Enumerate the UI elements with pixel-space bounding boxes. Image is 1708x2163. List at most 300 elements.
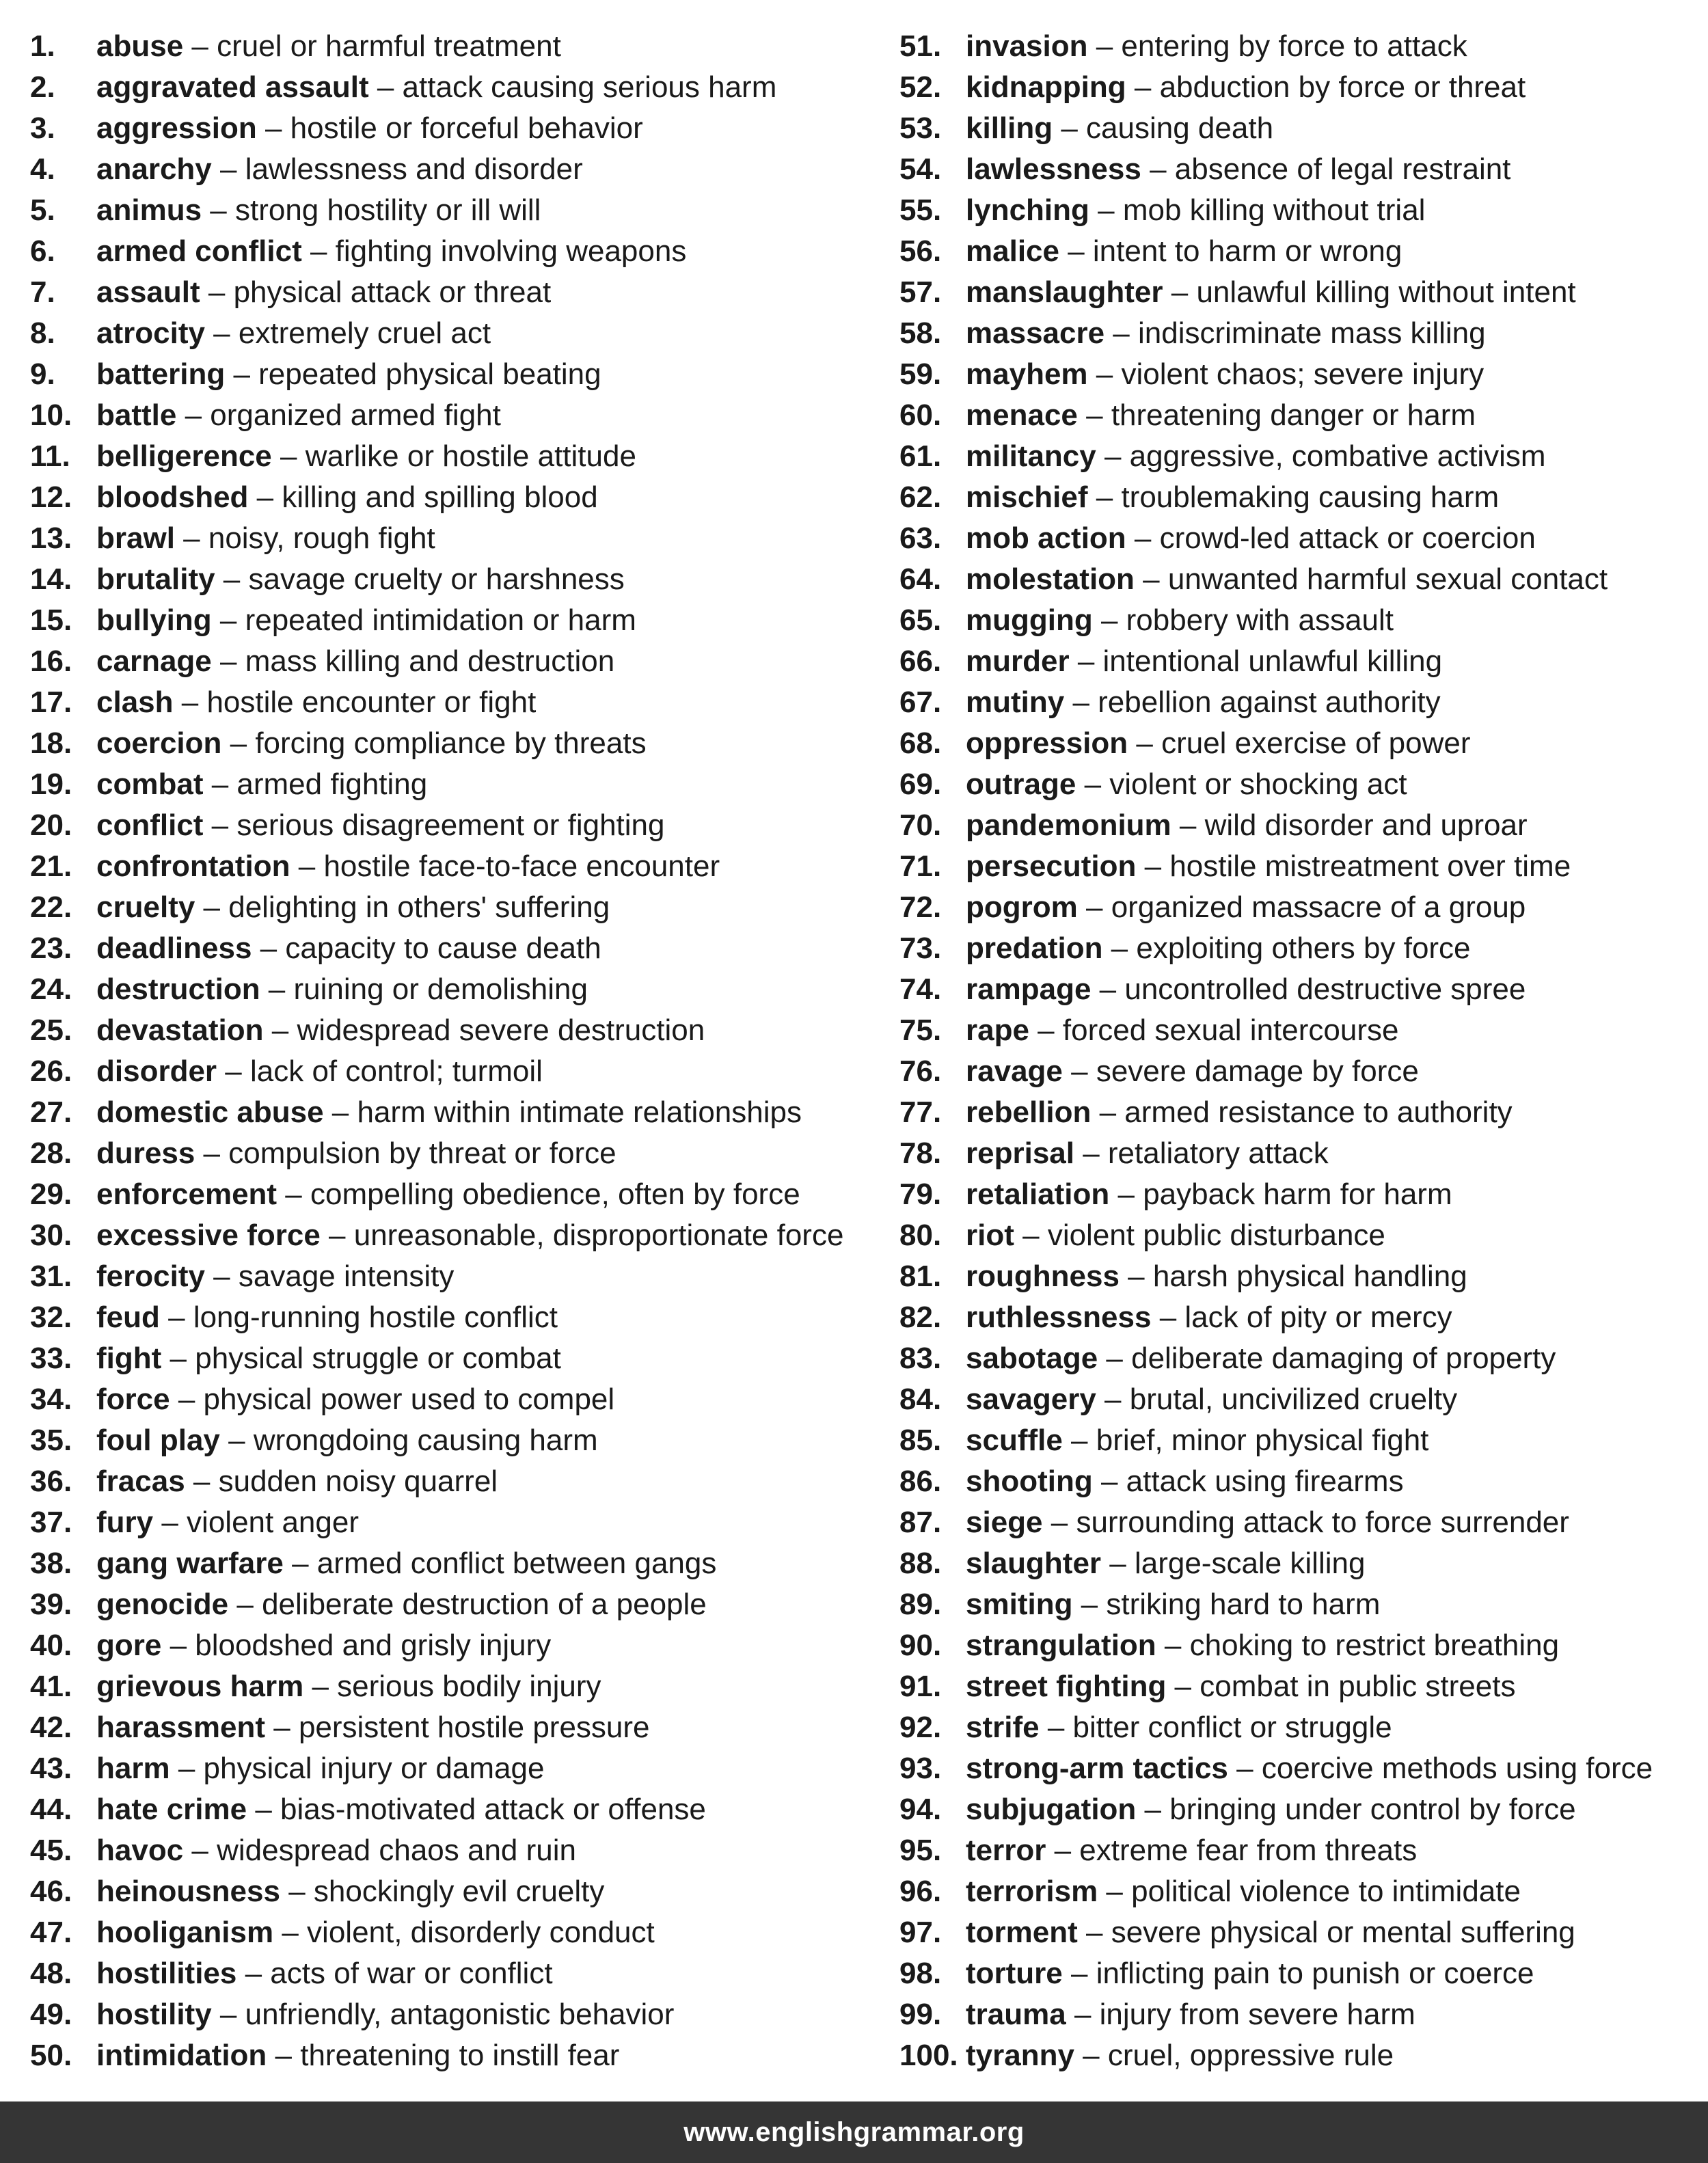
item-separator: – <box>1062 1424 1096 1457</box>
item-term: fracas <box>96 1465 185 1498</box>
list-item <box>899 26 1706 67</box>
list-item <box>899 764 1706 805</box>
item-number: 99. <box>899 1998 942 2031</box>
list-item <box>30 149 864 190</box>
item-term: mob action <box>966 521 1126 555</box>
item-term: smiting <box>966 1588 1073 1621</box>
item-term: deadliness <box>96 931 252 965</box>
item-term: gang warfare <box>96 1547 284 1580</box>
item-separator: – <box>1136 849 1170 883</box>
item-separator: – <box>203 767 237 801</box>
item-term: animus <box>96 193 202 227</box>
item-definition: intentional unlawful killing <box>1102 644 1443 678</box>
item-definition: delighting in others' suffering <box>228 890 610 924</box>
item-term: bloodshed <box>96 480 249 514</box>
item-separator: – <box>1091 1096 1125 1129</box>
item-definition: combat in public streets <box>1199 1670 1516 1703</box>
item-definition: compulsion by threat or force <box>228 1137 616 1170</box>
item-number: 58. <box>899 316 942 350</box>
item-number: 21. <box>30 849 72 883</box>
item-definition: hostile encounter or fight <box>206 685 537 719</box>
item-definition: aggressive, combative activism <box>1129 439 1546 473</box>
list-item <box>30 764 864 805</box>
list-item <box>899 1871 1706 1912</box>
item-number: 44. <box>30 1793 72 1826</box>
item-definition: exploiting others by force <box>1136 931 1471 965</box>
item-separator: – <box>263 1014 297 1047</box>
item-separator: – <box>247 1793 281 1826</box>
list-item <box>30 1379 864 1420</box>
item-definition: mass killing and destruction <box>245 644 615 678</box>
item-term: ruthlessness <box>966 1301 1152 1334</box>
item-separator: – <box>204 316 239 350</box>
item-separator: – <box>368 70 403 104</box>
item-separator: – <box>183 29 217 63</box>
item-definition: unreasonable, disproportionate force <box>353 1219 844 1252</box>
item-definition: abduction by force or threat <box>1159 70 1526 104</box>
item-definition: sudden noisy quarrel <box>218 1465 498 1498</box>
item-separator: – <box>1087 357 1122 391</box>
item-separator: – <box>1087 480 1122 514</box>
item-definition: political violence to intimidate <box>1131 1875 1521 1908</box>
item-term: sabotage <box>966 1342 1098 1375</box>
item-definition: threatening to instill fear <box>300 2039 620 2072</box>
item-term: clash <box>96 685 174 719</box>
item-definition: large-scale killing <box>1134 1547 1366 1580</box>
item-term: mayhem <box>966 357 1088 391</box>
item-term: malice <box>966 234 1059 268</box>
item-term: mugging <box>966 603 1093 637</box>
item-term: mischief <box>966 480 1088 514</box>
item-separator: – <box>211 603 245 637</box>
item-term: pandemonium <box>966 808 1171 842</box>
item-number: 51. <box>899 29 942 63</box>
item-definition: unlawful killing without intent <box>1196 275 1576 309</box>
item-term: assault <box>96 275 200 309</box>
item-definition: bringing under control by force <box>1169 1793 1576 1826</box>
item-number: 10. <box>30 398 72 432</box>
list-item <box>899 1297 1706 1338</box>
list-item <box>899 887 1706 928</box>
item-definition: wrongdoing causing harm <box>253 1424 598 1457</box>
item-number: 6. <box>30 234 55 268</box>
item-number: 65. <box>899 603 942 637</box>
item-number: 55. <box>899 193 942 227</box>
item-number: 40. <box>30 1629 72 1662</box>
item-definition: cruel or harmful treatment <box>217 29 561 63</box>
item-number: 53. <box>899 111 942 145</box>
item-definition: bias-motivated attack or offense <box>280 1793 706 1826</box>
list-item <box>899 1748 1706 1789</box>
item-separator: – <box>217 1055 250 1088</box>
list-item <box>30 1215 864 1256</box>
item-definition: hostile mistreatment over time <box>1169 849 1571 883</box>
item-term: menace <box>966 398 1078 432</box>
item-number: 70. <box>899 808 942 842</box>
item-separator: – <box>161 1629 195 1662</box>
item-term: hate crime <box>96 1793 247 1826</box>
item-term: ravage <box>966 1055 1063 1088</box>
item-separator: – <box>1119 1260 1153 1293</box>
item-separator: – <box>1126 521 1160 555</box>
item-term: retaliation <box>966 1178 1110 1211</box>
list-item <box>899 2035 1706 2076</box>
item-term: pogrom <box>966 890 1078 924</box>
item-separator: – <box>1156 1629 1190 1662</box>
item-number: 4. <box>30 152 55 186</box>
item-separator: – <box>1134 562 1168 596</box>
list-item <box>30 313 864 354</box>
item-term: terrorism <box>966 1875 1098 1908</box>
list-item <box>899 518 1706 559</box>
item-separator: – <box>195 1137 229 1170</box>
item-definition: hostile face-to-face encounter <box>323 849 720 883</box>
item-definition: brief, minor physical fight <box>1096 1424 1429 1457</box>
item-definition: widespread chaos and ruin <box>217 1834 576 1867</box>
list-item <box>899 436 1706 477</box>
item-separator: – <box>1128 726 1162 760</box>
item-term: lynching <box>966 193 1089 227</box>
item-separator: – <box>1062 1055 1096 1088</box>
list-item <box>30 723 864 764</box>
item-term: riot <box>966 1219 1014 1252</box>
item-number: 88. <box>899 1547 942 1580</box>
item-term: rampage <box>966 972 1092 1006</box>
list-item <box>30 272 864 313</box>
item-definition: violent or shocking act <box>1109 767 1407 801</box>
item-separator: – <box>204 1260 239 1293</box>
list-item <box>30 1625 864 1666</box>
item-definition: armed conflict between gangs <box>316 1547 717 1580</box>
item-definition: lack of pity or mercy <box>1184 1301 1452 1334</box>
list-item <box>30 1256 864 1297</box>
item-definition: shockingly evil cruelty <box>313 1875 605 1908</box>
list-item <box>899 67 1706 108</box>
item-separator: – <box>1039 1711 1073 1744</box>
item-number: 98. <box>899 1957 942 1990</box>
item-definition: harsh physical handling <box>1152 1260 1467 1293</box>
item-term: strangulation <box>966 1629 1156 1662</box>
item-separator: – <box>1064 685 1098 719</box>
list-item <box>899 313 1706 354</box>
list-item <box>30 1707 864 1748</box>
item-term: tyranny <box>966 2039 1074 2072</box>
item-term: brawl <box>96 521 175 555</box>
list-item <box>30 1174 864 1215</box>
item-term: belligerence <box>96 439 272 473</box>
item-separator: – <box>1014 1219 1048 1252</box>
item-separator: – <box>200 275 234 309</box>
item-separator: – <box>211 152 245 186</box>
item-definition: violent chaos; severe injury <box>1121 357 1485 391</box>
list-item <box>899 846 1706 887</box>
item-number: 96. <box>899 1875 942 1908</box>
item-number: 49. <box>30 1998 72 2031</box>
item-number: 1. <box>30 29 55 63</box>
item-definition: organized armed fight <box>210 398 501 432</box>
list-item <box>899 805 1706 846</box>
item-definition: physical attack or threat <box>233 275 552 309</box>
item-separator: – <box>1077 398 1111 432</box>
item-number: 41. <box>30 1670 72 1703</box>
item-definition: violent anger <box>187 1506 359 1539</box>
item-separator: – <box>1171 808 1205 842</box>
item-term: battle <box>96 398 177 432</box>
item-separator: – <box>1072 1588 1107 1621</box>
footer-bar <box>0 2101 1708 2163</box>
item-term: strife <box>966 1711 1040 1744</box>
item-term: destruction <box>96 972 260 1006</box>
list-item <box>899 1953 1706 1994</box>
item-definition: absence of legal restraint <box>1174 152 1511 186</box>
item-separator: – <box>1092 1465 1126 1498</box>
list-item <box>899 1174 1706 1215</box>
list-item <box>899 1543 1706 1584</box>
item-separator: – <box>1074 2039 1108 2072</box>
item-definition: striking hard to harm <box>1106 1588 1381 1621</box>
item-definition: killing and spilling blood <box>282 480 598 514</box>
item-number: 63. <box>899 521 942 555</box>
item-number: 26. <box>30 1055 72 1088</box>
item-number: 11. <box>30 439 70 473</box>
item-number: 25. <box>30 1014 72 1047</box>
item-term: persecution <box>966 849 1137 883</box>
item-definition: unfriendly, antagonistic behavior <box>245 1998 675 2031</box>
item-definition: robbery with assault <box>1126 603 1394 637</box>
item-number: 95. <box>899 1834 942 1867</box>
item-number: 78. <box>899 1137 942 1170</box>
item-number: 86. <box>899 1465 942 1498</box>
item-separator: – <box>267 2039 301 2072</box>
item-term: coercion <box>96 726 222 760</box>
item-term: shooting <box>966 1465 1093 1498</box>
item-term: enforcement <box>96 1178 277 1211</box>
item-number: 100. <box>899 2039 958 2072</box>
item-definition: violent public disturbance <box>1047 1219 1385 1252</box>
item-separator: – <box>1089 193 1123 227</box>
item-definition: long-running hostile conflict <box>193 1301 558 1334</box>
item-separator: – <box>211 1998 245 2031</box>
item-number: 67. <box>899 685 942 719</box>
item-definition: payback harm for harm <box>1143 1178 1452 1211</box>
item-separator: – <box>1166 1670 1200 1703</box>
item-term: heinousness <box>96 1875 280 1908</box>
footer-website-text: www.englishgrammar.org <box>683 2117 1025 2147</box>
list-item <box>30 559 864 600</box>
item-separator: – <box>1059 234 1093 268</box>
item-separator: – <box>183 1834 217 1867</box>
item-separator: – <box>228 1588 262 1621</box>
item-definition: rebellion against authority <box>1098 685 1441 719</box>
item-separator: – <box>1042 1506 1076 1539</box>
item-separator: – <box>323 1096 357 1129</box>
item-separator: – <box>1228 1752 1262 1785</box>
item-separator: – <box>303 1670 338 1703</box>
item-definition: savage intensity <box>238 1260 455 1293</box>
list-item <box>899 1584 1706 1625</box>
item-definition: crowd-led attack or coercion <box>1159 521 1536 555</box>
item-separator: – <box>1087 29 1122 63</box>
word-list-right-column <box>899 26 1706 2076</box>
item-number: 19. <box>30 767 72 801</box>
list-item <box>899 1502 1706 1543</box>
item-term: siege <box>966 1506 1043 1539</box>
list-item <box>899 682 1706 723</box>
item-number: 3. <box>30 111 55 145</box>
item-separator: – <box>1046 1834 1080 1867</box>
item-definition: brutal, uncivilized cruelty <box>1129 1383 1458 1416</box>
item-separator: – <box>211 644 245 678</box>
item-term: scuffle <box>966 1424 1063 1457</box>
item-separator: – <box>1102 931 1137 965</box>
list-item <box>30 1338 864 1379</box>
item-definition: armed fighting <box>236 767 428 801</box>
item-separator: – <box>1109 1178 1143 1211</box>
item-number: 28. <box>30 1137 72 1170</box>
item-separator: – <box>161 1342 195 1375</box>
list-item <box>30 1666 864 1707</box>
list-item <box>899 1707 1706 1748</box>
item-number: 9. <box>30 357 55 391</box>
item-number: 8. <box>30 316 55 350</box>
item-term: slaughter <box>966 1547 1102 1580</box>
list-item <box>30 436 864 477</box>
item-number: 71. <box>899 849 942 883</box>
list-item <box>899 1256 1706 1297</box>
item-number: 50. <box>30 2039 72 2072</box>
item-separator: – <box>301 234 336 268</box>
list-item <box>899 1338 1706 1379</box>
item-term: foul play <box>96 1424 220 1457</box>
item-definition: capacity to cause death <box>285 931 601 965</box>
item-number: 13. <box>30 521 72 555</box>
item-separator: – <box>1141 152 1175 186</box>
item-number: 30. <box>30 1219 72 1252</box>
item-term: bullying <box>96 603 212 637</box>
item-term: harm <box>96 1752 170 1785</box>
item-term: force <box>96 1383 170 1416</box>
item-number: 14. <box>30 562 72 596</box>
item-number: 45. <box>30 1834 72 1867</box>
item-term: manslaughter <box>966 275 1163 309</box>
list-item <box>30 682 864 723</box>
item-definition: strong hostility or ill will <box>234 193 541 227</box>
item-definition: entering by force to attack <box>1121 29 1467 63</box>
list-item <box>30 354 864 395</box>
item-separator: – <box>170 1383 204 1416</box>
item-separator: – <box>280 1875 314 1908</box>
item-separator: – <box>170 1752 204 1785</box>
item-number: 97. <box>899 1916 942 1949</box>
item-term: subjugation <box>966 1793 1137 1826</box>
item-definition: compelling obedience, often by force <box>310 1178 800 1211</box>
item-definition: forced sexual intercourse <box>1062 1014 1399 1047</box>
item-definition: serious bodily injury <box>337 1670 601 1703</box>
item-definition: widespread severe destruction <box>297 1014 705 1047</box>
item-term: fury <box>96 1506 154 1539</box>
item-separator: – <box>219 1424 254 1457</box>
item-definition: coercive methods using force <box>1261 1752 1653 1785</box>
list-item <box>899 1625 1706 1666</box>
item-term: terror <box>966 1834 1046 1867</box>
item-term: atrocity <box>96 316 205 350</box>
item-definition: attack using firearms <box>1126 1465 1404 1498</box>
list-item <box>899 231 1706 272</box>
item-separator: – <box>1163 275 1197 309</box>
item-separator: – <box>176 398 211 432</box>
list-item <box>899 723 1706 764</box>
item-definition: severe damage by force <box>1096 1055 1419 1088</box>
list-item <box>899 1789 1706 1830</box>
list-item <box>30 1297 864 1338</box>
item-number: 66. <box>899 644 942 678</box>
list-item <box>899 190 1706 231</box>
item-number: 43. <box>30 1752 72 1785</box>
list-item <box>30 846 864 887</box>
item-term: militancy <box>966 439 1096 473</box>
list-item <box>30 67 864 108</box>
item-term: conflict <box>96 808 204 842</box>
item-term: gore <box>96 1629 162 1662</box>
list-item <box>30 1748 864 1789</box>
item-term: brutality <box>96 562 215 596</box>
list-item <box>30 928 864 969</box>
item-separator: – <box>1069 644 1103 678</box>
list-item <box>899 1010 1706 1051</box>
list-item <box>30 641 864 682</box>
item-definition: mob killing without trial <box>1122 193 1426 227</box>
list-item <box>899 477 1706 518</box>
item-definition: cruel, oppressive rule <box>1107 2039 1394 2072</box>
item-separator: – <box>1077 1916 1111 1949</box>
list-item <box>899 1830 1706 1871</box>
item-number: 46. <box>30 1875 72 1908</box>
item-term: genocide <box>96 1588 229 1621</box>
item-definition: bloodshed and grisly injury <box>195 1629 552 1662</box>
list-item <box>30 231 864 272</box>
item-separator: – <box>225 357 259 391</box>
item-number: 27. <box>30 1096 72 1129</box>
list-item <box>30 1584 864 1625</box>
item-number: 33. <box>30 1342 72 1375</box>
item-term: armed conflict <box>96 234 302 268</box>
list-item <box>30 477 864 518</box>
list-item <box>899 1420 1706 1461</box>
item-number: 83. <box>899 1342 942 1375</box>
item-term: grievous harm <box>96 1670 304 1703</box>
item-separator: – <box>173 685 207 719</box>
item-number: 5. <box>30 193 55 227</box>
list-item <box>899 1666 1706 1707</box>
item-number: 84. <box>899 1383 942 1416</box>
item-separator: – <box>273 1916 308 1949</box>
item-number: 16. <box>30 644 72 678</box>
list-item <box>899 641 1706 682</box>
item-term: duress <box>96 1137 195 1170</box>
item-term: kidnapping <box>966 70 1126 104</box>
item-definition: warlike or hostile attitude <box>305 439 636 473</box>
item-separator: – <box>283 1547 317 1580</box>
item-number: 31. <box>30 1260 72 1293</box>
item-separator: – <box>1076 767 1110 801</box>
list-item <box>30 190 864 231</box>
item-number: 29. <box>30 1178 72 1211</box>
item-number: 37. <box>30 1506 72 1539</box>
item-number: 64. <box>899 562 942 596</box>
item-separator: – <box>1029 1014 1063 1047</box>
item-term: outrage <box>966 767 1076 801</box>
item-term: feud <box>96 1301 160 1334</box>
